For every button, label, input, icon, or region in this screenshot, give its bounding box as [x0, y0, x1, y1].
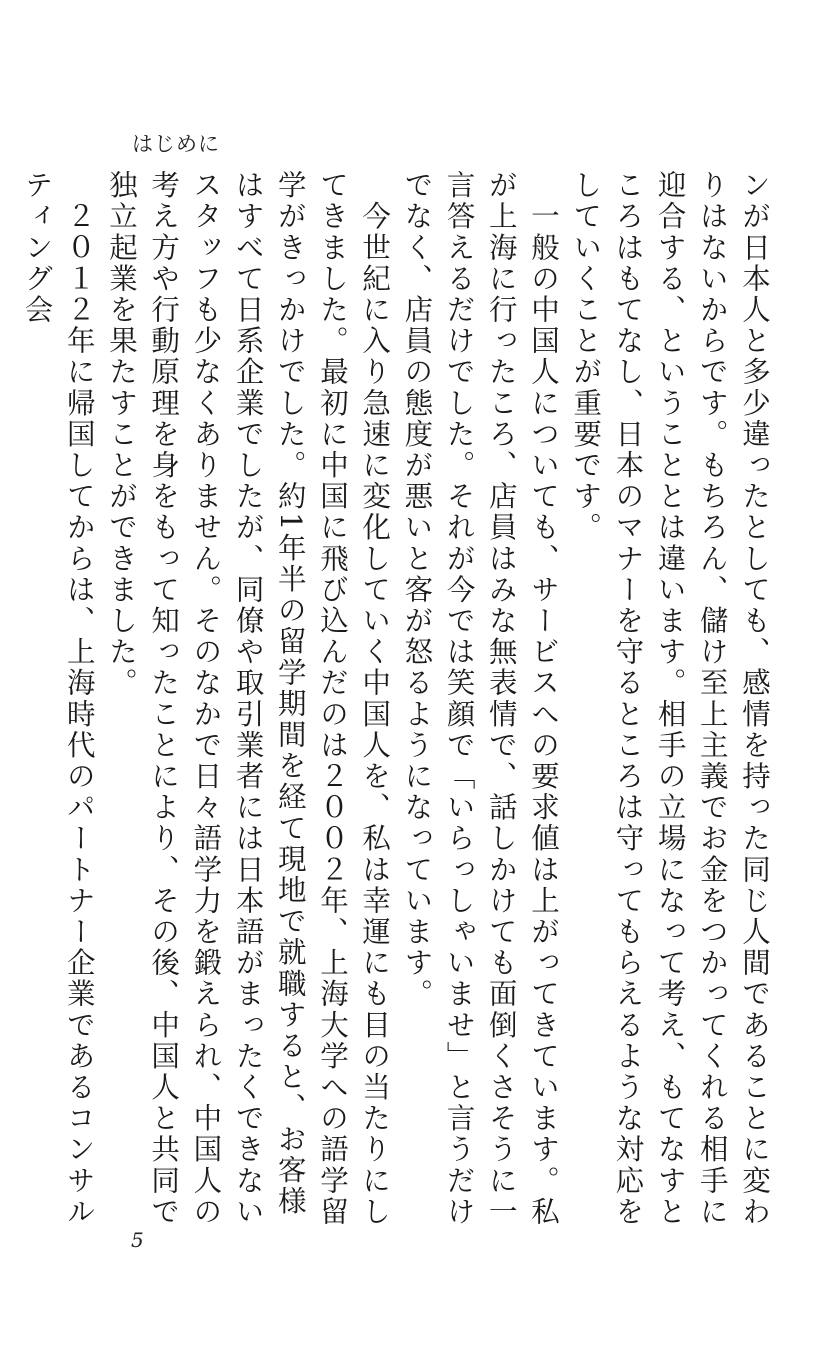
paragraph-3: 今世紀に入り急速に変化していく中国人を、私は幸運にも目の当たりにしてきました。最初に中国に飛び込んだのは２００２年、上海大学への語学留学がきっかけでした。約1年半の留学期間を経て現地で就職すると、お客様はすべて日系企業でしたが、同僚や取引業者には日本語がまったくできないスタッフも少なくありません。そのなかで日々語学力を鍛えられ、中国人の考え方や行動原理を身をもって知ったことにより、その後、中国人と共同で独立起業を果たすことができました。	[104, 170, 392, 1228]
body-text	[20, 170, 775, 1240]
paragraph-4: ２０１２年に帰国してからは、上海時代のパートナー企業であるコンサルティング会	[20, 170, 96, 1228]
paragraph-2: 一般の中国人についても、サービスへの要求値は上がってきています。私が上海に行ったころ、店員はみな無表情で、話しかけても面倒くさそうに一言答えるだけでした。それが今では笑顔で「いらっしゃいませ」と言うだけでなく、店員の態度が悪いと客が怒るようになっています。	[400, 170, 560, 1228]
page-number: 5	[131, 1228, 144, 1252]
running-header: はじめに	[132, 132, 220, 156]
paragraph-1: ンが日本人と多少違ったとしても、感情を持った同じ人間であることに変わりはないからです。もちろん、儲け至上主義でお金をつかってくれる相手に迎合する、ということとは違います。相手の立場になって考え、もてなすところはもてなし、日本のマナーを守るところは守ってもらえるような対応をしていくことが重要です。	[569, 170, 771, 1228]
